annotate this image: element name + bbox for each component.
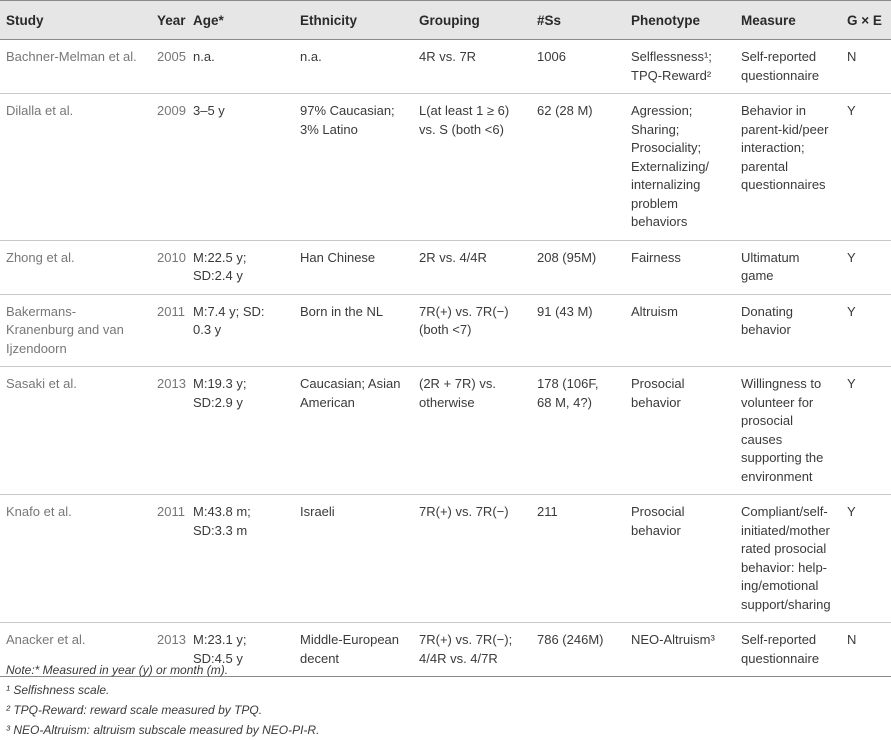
- cell-grouping: [419, 367, 537, 495]
- cell-ethnicity-line: Born in the NL: [300, 303, 384, 319]
- cell-ss: [537, 294, 631, 367]
- cell-phenotype-line: Externalizing/: [631, 158, 710, 174]
- cell-ss: [537, 94, 631, 241]
- cell-ss-line: 1006: [537, 49, 566, 64]
- cell-study-line: Kranenburg and van: [6, 322, 124, 337]
- cell-study-line: Dilalla et al.: [6, 103, 74, 118]
- cell-measure-line: game: [741, 268, 774, 283]
- cell-study-line: Bachner-Melman et al.: [6, 49, 137, 64]
- header-age: Age*: [193, 1, 300, 40]
- cell-ss: [537, 240, 631, 294]
- cell-ss-line: 178 (106F,: [537, 376, 599, 391]
- cell-study: [0, 94, 157, 241]
- cell-age-line: M:19.3 y;: [193, 376, 247, 391]
- cell-ss-line: 62 (28 M): [537, 103, 593, 118]
- cell-age: [193, 40, 300, 94]
- cell-phenotype-line: Selflessness¹;: [631, 49, 712, 64]
- cell-study-line: Bakermans-: [6, 303, 77, 319]
- cell-measure-line: Compliant/self-: [741, 504, 828, 519]
- cell-phenotype: [631, 240, 741, 294]
- cell-measure-line: supporting the: [741, 450, 824, 465]
- cell-study-line: Sasaki et al.: [6, 376, 77, 391]
- cell-measure: [741, 367, 847, 495]
- header-row: [0, 1, 891, 40]
- cell-grouping-line: otherwise: [419, 394, 475, 410]
- cell-measure-line: Self-reported: [741, 632, 817, 647]
- cell-measure-line: support/sharing: [741, 596, 831, 612]
- header-gxe: G × E: [847, 1, 891, 40]
- table-body: [0, 40, 891, 677]
- cell-measure: [741, 40, 847, 94]
- cell-age-line: M:43.8 m;: [193, 504, 251, 519]
- cell-phenotype-line: problem: [631, 195, 678, 211]
- cell-measure-line: environment: [741, 468, 813, 484]
- cell-age-line: 3–5 y: [193, 103, 225, 118]
- note-asterisk: Note:* Measured in year (y) or month (m).: [6, 663, 229, 677]
- cell-measure-line: Donating: [741, 303, 794, 319]
- header-measure: Measure: [741, 1, 847, 40]
- cell-phenotype-line: Prosocial: [631, 504, 685, 519]
- cell-measure-line: Ultimatum: [741, 249, 800, 265]
- cell-phenotype-line: Agression;: [631, 103, 693, 118]
- cell-phenotype-line: NEO-Altruism³: [631, 632, 715, 647]
- cell-phenotype-line: Prosociality;: [631, 140, 702, 155]
- cell-measure: [741, 240, 847, 294]
- cell-phenotype-line: behaviors: [631, 214, 688, 229]
- cell-gxe: N: [847, 623, 891, 677]
- cell-grouping-line: 2R vs. 4/4R: [419, 249, 487, 265]
- cell-measure-line: questionnaires: [741, 177, 826, 192]
- note-3: ³ NEO-Altruism: altruism subscale measured by NEO-PI-R.: [6, 723, 320, 737]
- cell-age-line: M:22.5 y;: [193, 249, 247, 265]
- cell-year: 2013: [157, 367, 193, 495]
- table-row: [0, 94, 891, 241]
- cell-ethnicity: [300, 495, 419, 623]
- cell-measure-line: questionnaire: [741, 650, 820, 666]
- cell-grouping-line: 7R(+) vs. 7R(−): [419, 504, 509, 519]
- cell-ethnicity-line: 97% Caucasian;: [300, 103, 395, 118]
- cell-ss-line: 208 (95M): [537, 249, 597, 265]
- cell-ethnicity: [300, 40, 419, 94]
- header-phenotype: Phenotype: [631, 1, 741, 40]
- cell-age-line: SD:3.3 m: [193, 522, 248, 538]
- cell-ethnicity-line: 3% Latino: [300, 121, 358, 137]
- cell-phenotype: [631, 294, 741, 367]
- table-notes: [6, 660, 319, 740]
- header-study: Study: [0, 1, 157, 40]
- cell-gxe: Y: [847, 94, 891, 241]
- cell-ss-line: 91 (43 M): [537, 303, 593, 319]
- cell-grouping-line: (both <7): [419, 322, 472, 337]
- table-row: [0, 294, 891, 367]
- cell-study-line: Zhong et al.: [6, 249, 75, 265]
- cell-phenotype: [631, 367, 741, 495]
- cell-gxe: Y: [847, 495, 891, 623]
- cell-year: 2009: [157, 94, 193, 241]
- cell-phenotype-line: Fairness: [631, 249, 681, 265]
- cell-measure-line: behavior: help-: [741, 559, 827, 575]
- cell-grouping-line: 7R(+) vs. 7R(−);: [419, 632, 513, 647]
- cell-measure-line: parental: [741, 158, 788, 174]
- cell-ss: [537, 367, 631, 495]
- cell-ss: [537, 623, 631, 677]
- cell-phenotype: [631, 94, 741, 241]
- cell-gxe: Y: [847, 240, 891, 294]
- cell-grouping-line: 4/4R vs. 4/7R: [419, 650, 498, 666]
- cell-grouping-line: (2R + 7R) vs.: [419, 376, 496, 391]
- cell-age: [193, 495, 300, 623]
- cell-study-line: Anacker et al.: [6, 632, 86, 647]
- cell-ss: [537, 495, 631, 623]
- cell-measure-line: causes: [741, 431, 783, 447]
- cell-ethnicity-line: Caucasian; Asian: [300, 376, 401, 391]
- cell-ethnicity-line: decent: [300, 650, 340, 666]
- cell-gxe: Y: [847, 367, 891, 495]
- cell-grouping: [419, 94, 537, 241]
- cell-year: 2011: [157, 495, 193, 623]
- header-grouping: Grouping: [419, 1, 537, 40]
- header-year: Year: [157, 1, 193, 40]
- cell-study-line: Knafo et al.: [6, 504, 72, 519]
- cell-grouping: [419, 240, 537, 294]
- table-row: [0, 495, 891, 623]
- table-row: [0, 240, 891, 294]
- cell-measure-line: initiated/mother: [741, 522, 830, 538]
- cell-study: [0, 367, 157, 495]
- cell-measure-line: rated prosocial: [741, 541, 827, 556]
- cell-measure-line: prosocial: [741, 413, 794, 428]
- cell-measure-line: volunteer for: [741, 394, 814, 410]
- cell-age-line: SD:2.4 y: [193, 268, 243, 283]
- note-1: ¹ Selfishness scale.: [6, 683, 110, 697]
- header-ethnicity: Ethnicity: [300, 1, 419, 40]
- cell-ss: [537, 40, 631, 94]
- cell-grouping: [419, 623, 537, 677]
- cell-study: [0, 495, 157, 623]
- cell-study-line: Ijzendoorn: [6, 340, 67, 356]
- cell-ethnicity-line: Israeli: [300, 504, 335, 519]
- cell-age-line: M:7.4 y; SD:: [193, 303, 265, 319]
- cell-phenotype: [631, 40, 741, 94]
- cell-grouping-line: vs. S (both <6): [419, 121, 504, 137]
- cell-year: 2011: [157, 294, 193, 367]
- cell-age: [193, 294, 300, 367]
- cell-measure-line: behavior: [741, 322, 791, 337]
- cell-age-line: M:23.1 y;: [193, 632, 247, 647]
- cell-ethnicity-line: Middle-European: [300, 632, 400, 647]
- cell-phenotype-line: behavior: [631, 522, 681, 538]
- cell-grouping-line: 7R(+) vs. 7R(−): [419, 303, 509, 319]
- header-ss: #Ss: [537, 1, 631, 40]
- cell-study: [0, 240, 157, 294]
- cell-phenotype-line: Sharing;: [631, 121, 680, 137]
- cell-ethnicity: [300, 94, 419, 241]
- cell-ss-line: 68 M, 4?): [537, 394, 592, 410]
- cell-gxe: Y: [847, 294, 891, 367]
- cell-grouping: [419, 294, 537, 367]
- cell-measure: [741, 94, 847, 241]
- cell-ss-line: 786 (246M): [537, 632, 604, 647]
- cell-measure-line: Willingness to: [741, 376, 822, 391]
- cell-gxe: N: [847, 40, 891, 94]
- table-row: [0, 367, 891, 495]
- cell-year: 2013: [157, 623, 193, 677]
- table-row: [0, 40, 891, 94]
- cell-age-line: SD:2.9 y: [193, 394, 243, 410]
- cell-grouping: [419, 40, 537, 94]
- cell-grouping-line: L(at least 1 ≥ 6): [419, 103, 510, 118]
- cell-measure: [741, 294, 847, 367]
- cell-measure-line: ing/emotional: [741, 578, 819, 593]
- cell-ethnicity-line: n.a.: [300, 49, 322, 64]
- cell-ethnicity-line: Han Chinese: [300, 249, 376, 265]
- cell-phenotype-line: behavior: [631, 394, 681, 410]
- cell-measure-line: parent-kid/peer: [741, 121, 829, 137]
- cell-age: [193, 240, 300, 294]
- note-2: ² TPQ-Reward: reward scale measured by TPQ.: [6, 703, 263, 717]
- cell-ethnicity-line: American: [300, 394, 355, 410]
- cell-ethnicity: [300, 240, 419, 294]
- cell-phenotype-line: internalizing: [631, 177, 701, 192]
- cell-grouping: [419, 495, 537, 623]
- cell-ss-line: 211: [537, 504, 558, 519]
- cell-phenotype: [631, 623, 741, 677]
- cell-measure-line: questionnaire: [741, 67, 820, 83]
- cell-study: [0, 294, 157, 367]
- cell-age-line: SD:4.5 y: [193, 650, 243, 666]
- cell-measure: [741, 623, 847, 677]
- cell-measure-line: Self-reported: [741, 49, 817, 64]
- cell-phenotype-line: Altruism: [631, 303, 678, 319]
- cell-ethnicity: [300, 367, 419, 495]
- cell-ethnicity: [300, 294, 419, 367]
- cell-phenotype: [631, 495, 741, 623]
- cell-age-line: 0.3 y: [193, 322, 222, 337]
- cell-age: [193, 94, 300, 241]
- cell-phenotype-line: TPQ-Reward²: [631, 67, 712, 83]
- cell-age: [193, 367, 300, 495]
- cell-year: 2010: [157, 240, 193, 294]
- cell-study: [0, 40, 157, 94]
- cell-measure-line: Behavior in: [741, 103, 807, 118]
- cell-measure-line: interaction;: [741, 140, 805, 155]
- cell-phenotype-line: Prosocial: [631, 376, 685, 391]
- cell-year: 2005: [157, 40, 193, 94]
- cell-measure: [741, 495, 847, 623]
- cell-grouping-line: 4R vs. 7R: [419, 49, 477, 64]
- cell-age-line: n.a.: [193, 49, 215, 64]
